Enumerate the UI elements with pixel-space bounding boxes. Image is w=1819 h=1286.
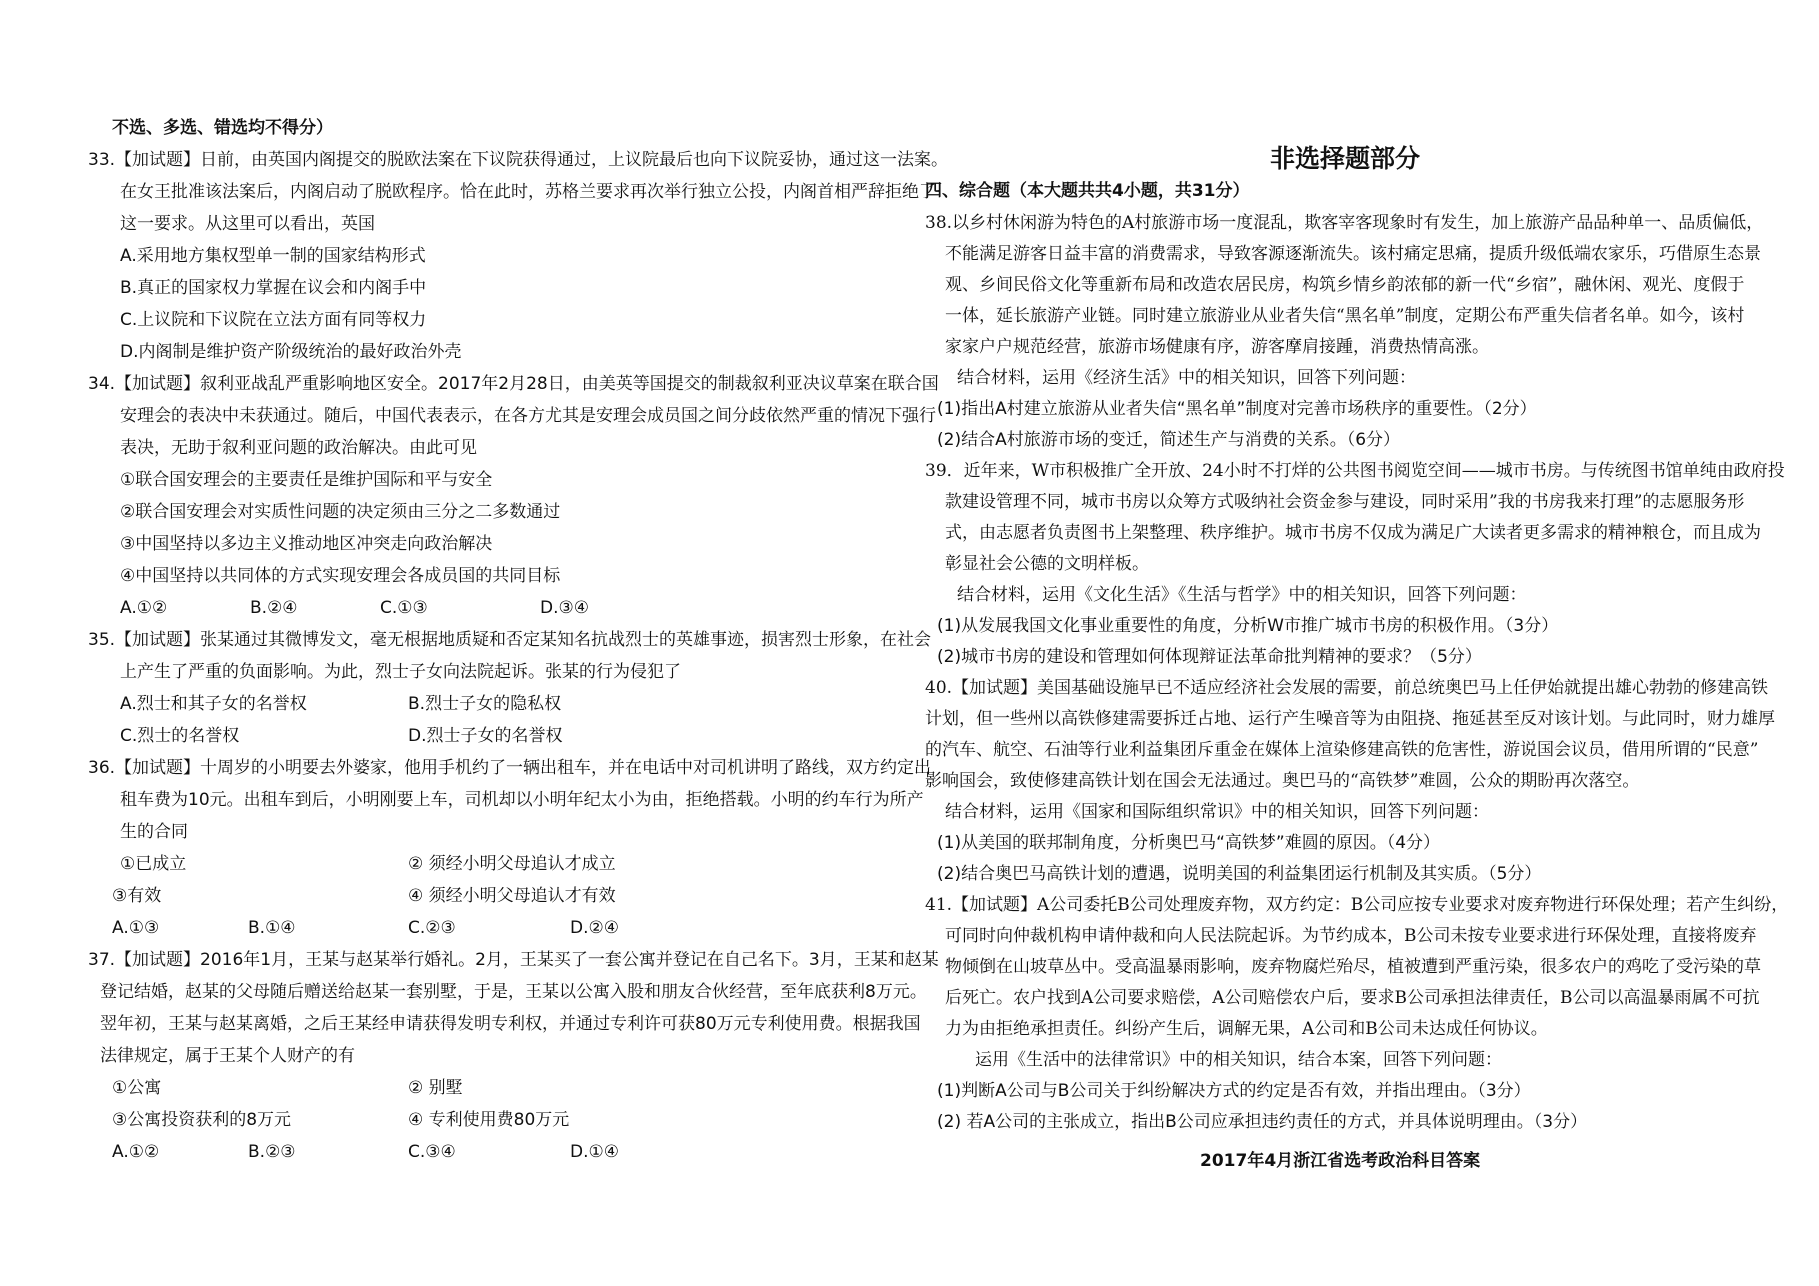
q35-option-b: B.烈士子女的隐私权 [408, 694, 562, 714]
section-header: 四、综合题（本大题共共4小题，共31分） [925, 181, 1250, 201]
q35-option-d: D.烈士子女的名誉权 [408, 726, 563, 746]
q38-line: 家家户户规范经营，旅游市场健康有序，游客摩肩接踵，消费热情高涨。 [945, 337, 1489, 357]
section-title: 非选择题部分 [1270, 144, 1421, 173]
q34-choice-d: D.③④ [540, 598, 589, 618]
q40-line: 影响国会，致使修建高铁计划在国会无法通过。奥巴马的“高铁梦”难圆，公众的期盼再次落空。 [925, 771, 1640, 791]
q39-line: 彰显社会公德的文明样板。 [945, 554, 1149, 574]
q34-item: ①联合国安理会的主要责任是维护国际和平与安全 [120, 470, 493, 490]
q41-line: 后死亡。农户找到A公司要求赔偿，A公司赔偿农户后，要求B公司承担法律责任，B公司以高温暴雨属不可抗 [945, 988, 1760, 1008]
q39-line: 39．近年来，W市积极推广全开放、24小时不打烊的公共图书阅览空间——城市书房。与传统图书馆单纯由政府投 [925, 461, 1785, 481]
q34-line: 34.【加试题】叙利亚战乱严重影响地区安全。2017年2月28日，由美英等国提交的制裁叙利亚决议草案在联合国 [88, 374, 939, 394]
q38-line: 不能满足游客日益丰富的消费需求，导致客源逐渐流失。该村痛定思痛，提质升级低端农家乐，巧借原生态景 [945, 244, 1761, 264]
q34-item: ④中国坚持以共同体的方式实现安理会各成员国的共同目标 [120, 566, 561, 586]
q36-line: 36.【加试题】十周岁的小明要去外婆家，他用手机约了一辆出租车，并在电话中对司机讲明了路线，双方约定出 [88, 758, 932, 778]
q37-choice-d: D.①④ [570, 1142, 619, 1162]
q34-line: 安理会的表决中未获通过。随后，中国代表表示，在各方尤其是安理会成员国之间分歧依然严重的情况下强行 [120, 406, 936, 426]
q41-line: 可同时向仲裁机构申请仲裁和向人民法院起诉。为节约成本，B公司未按专业要求进行环保处理，直接将废弃 [945, 926, 1757, 946]
q37-choice-c: C.③④ [408, 1142, 456, 1162]
q34-line: 表决，无助于叙利亚问题的政治解决。由此可见 [120, 438, 477, 458]
q37-line: 翌年初，王某与赵某离婚，之后王某经申请获得发明专利权，并通过专利许可获80万元专利使用费。根据我国 [100, 1014, 921, 1034]
q39-line: 款建设管理不同，城市书房以众筹方式吸纳社会资金参与建设，同时采用”我的书房我来打理”的志愿服务形 [945, 492, 1745, 512]
q37-choice-a: A.①② [112, 1142, 160, 1162]
q39-sub: (1)从发展我国文化事业重要性的角度，分析W市推广城市书房的积极作用。（3分） [937, 616, 1559, 636]
q39-line: 式，由志愿者负责图书上架整理、秩序维护。城市书房不仅成为满足广大读者更多需求的精神粮仓，而且成为 [945, 523, 1761, 543]
q36-line: 生的合同 [120, 822, 188, 842]
q36-choice-a: A.①③ [112, 918, 160, 938]
q36-choice-d: D.②④ [570, 918, 619, 938]
q35-line: 35.【加试题】张某通过其微博发文，毫无根据地质疑和否定某知名抗战烈士的英雄事迹，损害烈士形象，在社会 [88, 630, 932, 650]
q33-line: 这一要求。从这里可以看出，英国 [120, 214, 375, 234]
q41-line: 41.【加试题】A公司委托B公司处理废弃物，双方约定：B公司应按专业要求对废弃物进行环保处理；若产生纠纷， [925, 895, 1789, 915]
q40-line: 40.【加试题】美国基础设施早已不适应经济社会发展的需要，前总统奥巴马上任伊始就提出雄心勃勃的修建高铁 [925, 678, 1769, 698]
answer-title: 2017年4月浙江省选考政治科目答案 [1200, 1151, 1481, 1171]
q37-item: ④ 专利使用费80万元 [408, 1110, 570, 1130]
q36-line: 租车费为10元。出租车到后，小明刚要上车，司机却以小明年纪太小为由，拒绝搭载。小明的约车行为所产 [120, 790, 924, 810]
q33-option-a: A.采用地方集权型单一制的国家结构形式 [120, 246, 426, 266]
q33-line: 在女王批准该法案后，内阁启动了脱欧程序。恰在此时，苏格兰要求再次举行独立公投，内阁首相严辞拒绝了 [120, 182, 936, 202]
q36-choice-b: B.①④ [248, 918, 296, 938]
q40-line: 计划，但一些州以高铁修建需要拆迁占地、运行产生噪音等为由阻挠、拖延甚至反对该计划。与此同时，财力雄厚 [925, 709, 1775, 729]
q38-sub: (2)结合A村旅游市场的变迁，简述生产与消费的关系。（6分） [937, 430, 1401, 450]
q33-line: 33.【加试题】日前，由英国内阁提交的脱欧法案在下议院获得通过，上议院最后也向下议院妥协，通过这一法案。 [88, 150, 949, 170]
q39-prompt: 结合材料，运用《文化生活》《生活与哲学》中的相关知识，回答下列问题： [957, 585, 1527, 605]
q41-sub: (1)判断A公司与B公司关于纠纷解决方式的约定是否有效，并指出理由。（3分） [937, 1081, 1531, 1101]
q36-item: ② 须经小明父母追认才成立 [408, 854, 616, 874]
q37-line: 法律规定，属于王某个人财产的有 [100, 1046, 355, 1066]
q37-line: 37.【加试题】2016年1月，王某与赵某举行婚礼。2月，王某买了一套公寓并登记在自己名下。3月，王某和赵某 [88, 950, 939, 970]
q38-line: 38.以乡村休闲游为特色的A村旅游市场一度混乱，欺客宰客现象时有发生，加上旅游产品品种单一、品质偏低， [925, 213, 1764, 233]
q33-option-c: C.上议院和下议院在立法方面有同等权力 [120, 310, 427, 330]
q40-sub: (1)从美国的联邦制角度，分析奥巴马“高铁梦”难圆的原因。（4分） [937, 833, 1441, 853]
q38-line: 一体，延长旅游产业链。同时建立旅游业从业者失信“黑名单”制度，定期公布严重失信者名单。如今，该村 [945, 306, 1745, 326]
q34-choice-c: C.①③ [380, 598, 428, 618]
q35-option-c: C.烈士的名誉权 [120, 726, 240, 746]
q41-line: 物倾倒在山坡草丛中。受高温暴雨影响，废弃物腐烂殆尽，植被遭到严重污染，很多农户的鸡吃了受污染的草 [945, 957, 1761, 977]
q38-sub: (1)指出A村建立旅游从业者失信“黑名单”制度对完善市场秩序的重要性。（2分） [937, 399, 1537, 419]
q40-sub: (2)结合奥巴马高铁计划的遭遇，说明美国的利益集团运行机制及其实质。（5分） [937, 864, 1542, 884]
q41-line: 力为由拒绝承担责任。纠纷产生后，调解无果，A公司和B公司未达成任何协议。 [945, 1019, 1548, 1039]
q37-item: ② 别墅 [408, 1078, 463, 1098]
q34-choice-a: A.①② [120, 598, 168, 618]
q37-line: 登记结婚，赵某的父母随后赠送给赵某一套别墅，于是，王某以公寓入股和朋友合伙经营，至年底获利8万元。 [100, 982, 927, 1002]
q35-option-a: A.烈士和其子女的名誉权 [120, 694, 307, 714]
q34-item: ③中国坚持以多边主义推动地区冲突走向政治解决 [120, 534, 493, 554]
q38-line: 观、乡间民俗文化等重新布局和改造农居民房，构筑乡情乡韵浓郁的新一代“乡宿”，融休闲、观光、度假于 [945, 275, 1745, 295]
q33-option-b: B.真正的国家权力掌握在议会和内阁手中 [120, 278, 427, 298]
q36-item: ③有效 [112, 886, 162, 906]
q37-item: ③公寓投资获利的8万元 [112, 1110, 292, 1130]
q38-prompt: 结合材料，运用《经济生活》中的相关知识，回答下列问题： [957, 368, 1416, 388]
q36-item: ①已成立 [120, 854, 187, 874]
q41-sub: (2) 若A公司的主张成立，指出B公司应承担违约责任的方式，并具体说明理由。（3分） [937, 1112, 1588, 1132]
q39-sub: (2)城市书房的建设和管理如何体现辩证法革命批判精神的要求？（5分） [937, 647, 1482, 667]
q37-item: ①公寓 [112, 1078, 162, 1098]
q36-choice-c: C.②③ [408, 918, 456, 938]
q41-prompt: 运用《生活中的法律常识》中的相关知识，结合本案，回答下列问题： [975, 1050, 1502, 1070]
q40-prompt: 结合材料，运用《国家和国际组织常识》中的相关知识，回答下列问题： [945, 802, 1489, 822]
q36-item: ④ 须经小明父母追认才有效 [408, 886, 616, 906]
q35-line: 上产生了严重的负面影响。为此，烈士子女向法院起诉。张某的行为侵犯了 [120, 662, 681, 682]
q34-item: ②联合国安理会对实质性问题的决定须由三分之二多数通过 [120, 502, 561, 522]
q40-line: 的汽车、航空、石油等行业利益集团斥重金在媒体上渲染修建高铁的危害性，游说国会议员，借用所谓的“民意” [925, 740, 1759, 760]
q33-option-d: D.内阁制是维护资产阶级统治的最好政治外壳 [120, 342, 462, 362]
q37-choice-b: B.②③ [248, 1142, 296, 1162]
header-tail: 不选、多选、错选均不得分） [112, 118, 333, 138]
q34-choice-b: B.②④ [250, 598, 298, 618]
